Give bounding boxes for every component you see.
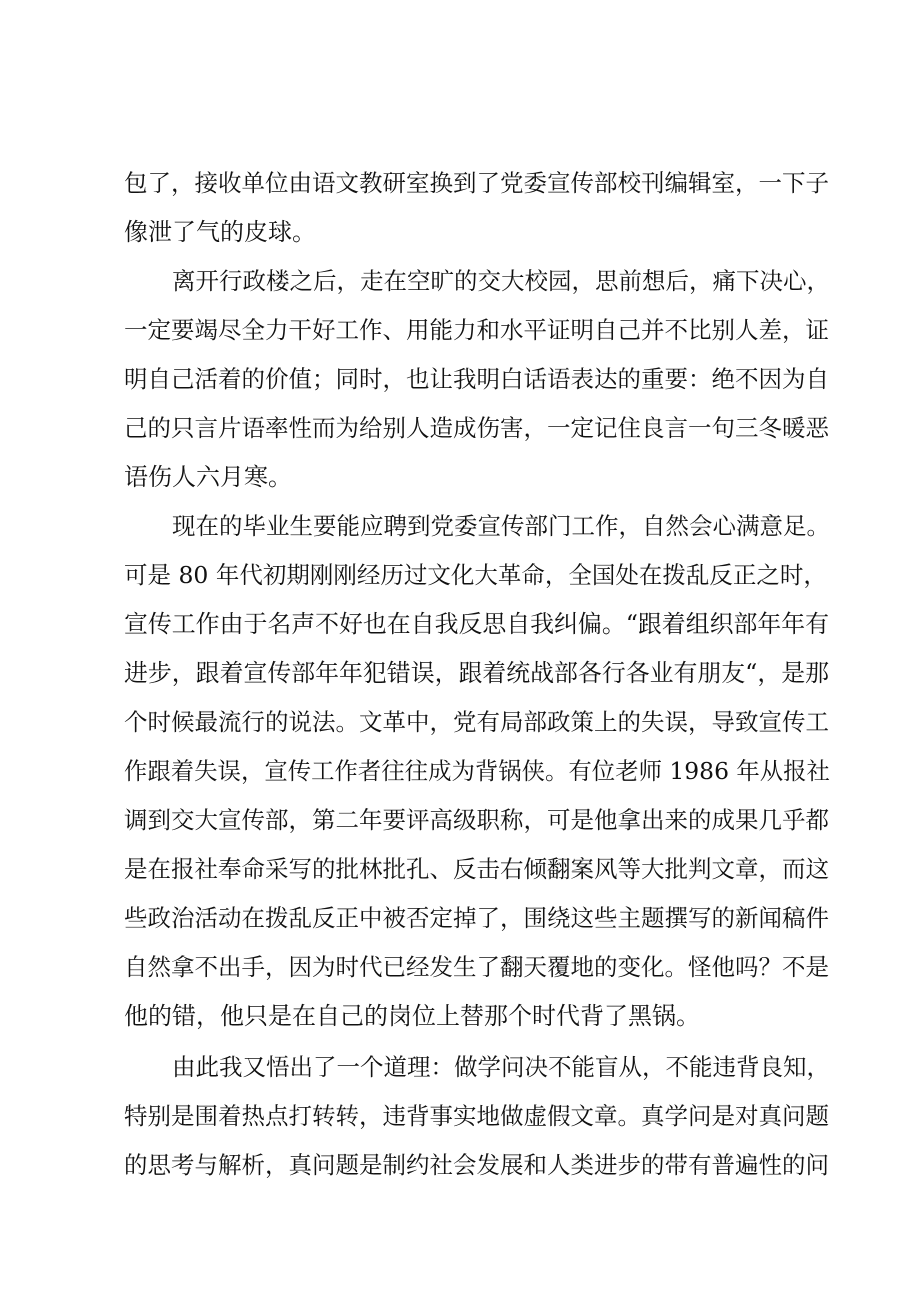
text-line: 可是 80 年代初期刚刚经历过文化大革命，全国处在拨乱反正之时，	[124, 561, 827, 589]
text-line: 他的错，他只是在自己的岗位上替那个时代背了黑锅。	[124, 1002, 700, 1030]
text-line: 包了，接收单位由语文教研室换到了党委宣传部校刊编辑室，一下子	[124, 169, 829, 197]
text-line: 现在的毕业生要能应聘到党委宣传部门工作，自然会心满意足。	[172, 512, 830, 540]
text-line: 离开行政楼之后，走在空旷的交大校园，思前想后，痛下决心，	[172, 267, 830, 295]
text-line: 语伤人六月寒。	[124, 463, 292, 491]
text-line: 些政治活动在拨乱反正中被否定掉了，围绕这些主题撰写的新闻稿件	[124, 904, 829, 932]
text-line: 个时候最流行的说法。文革中，党有局部政策上的失误，导致宣传工	[124, 708, 829, 736]
text-line: 是在报社奉命采写的批林批孔、反击右倾翻案风等大批判文章，而这	[124, 855, 829, 883]
text-line: 一定要竭尽全力干好工作、用能力和水平证明自己并不比别人差，证	[124, 316, 829, 344]
text-line: 自然拿不出手，因为时代已经发生了翻天覆地的变化。怪他吗？不是	[124, 953, 829, 981]
text-line: 己的只言片语率性而为给别人造成伤害，一定记住良言一句三冬暖恶	[124, 414, 829, 442]
text-line: 特别是围着热点打转转，违背事实地做虚假文章。真学问是对真问题	[124, 1102, 829, 1130]
text-line: 像泄了气的皮球。	[124, 218, 316, 246]
text-line: 宣传工作由于名声不好也在自我反思自我纠偏。“跟着组织部年年有	[124, 610, 830, 638]
text-line: 进步，跟着宣传部年年犯错误，跟着统战部各行各业有朋友“，是那	[124, 659, 830, 687]
text-line: 作跟着失误，宣传工作者往往成为背锅侠。有位老师 1986 年从报社	[124, 757, 830, 785]
text-line: 调到交大宣传部，第二年要评高级职称，可是他拿出来的成果几乎都	[124, 806, 829, 834]
text-line: 由此我又悟出了一个道理：做学问决不能盲从，不能违背良知，	[172, 1053, 830, 1081]
text-line: 明自己活着的价值；同时，也让我明白话语表达的重要：绝不因为自	[124, 365, 829, 393]
text-line: 的思考与解析，真问题是制约社会发展和人类进步的带有普遍性的问	[124, 1151, 829, 1179]
